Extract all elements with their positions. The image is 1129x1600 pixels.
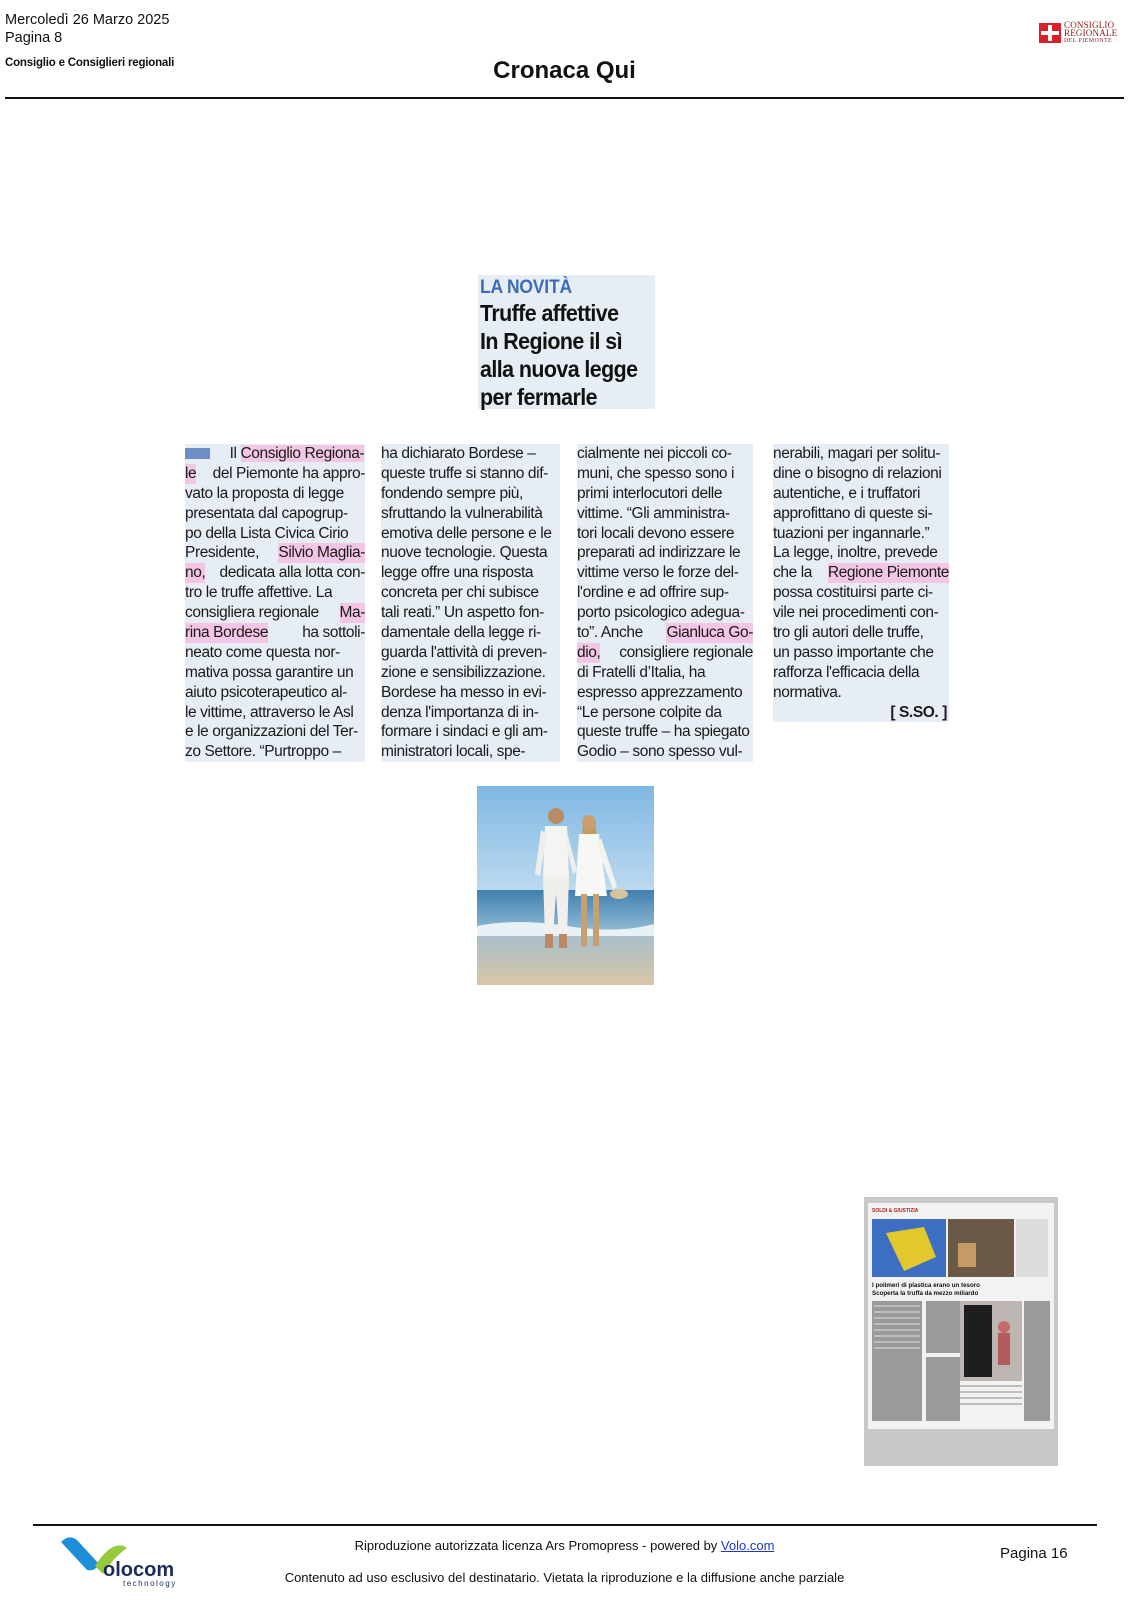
article-signature: [ S.SO. ]	[890, 703, 947, 721]
piemonte-flag-icon	[1039, 23, 1061, 43]
highlight-consiglio-regionale: Consiglio Regiona-	[240, 445, 365, 462]
article-line: consigliera regionale Ma-	[185, 604, 365, 622]
article-line: emotiva delle persone e le	[381, 524, 552, 542]
article-line: queste truffe si stanno dif-	[381, 464, 548, 482]
volo-link[interactable]: Volo.com	[720, 1538, 775, 1553]
header-divider	[5, 97, 1124, 99]
article-line: normativa.	[773, 683, 842, 701]
article-line: Godio – sono spesso vul-	[577, 743, 743, 761]
article-line: tro gli autori delle truffe,	[773, 624, 924, 642]
article-column-2	[381, 444, 560, 762]
article-line: rina Bordese ha sottoli-	[185, 624, 365, 642]
article-line: porto psicologico adegua-	[577, 604, 745, 622]
article-line: vittime. “Gli amministra-	[577, 504, 730, 522]
article-line: queste truffe – ha spiegato	[577, 723, 750, 741]
article-line: damentale della legge ri-	[381, 624, 541, 642]
article-line: zione e sensibilizzazione.	[381, 663, 546, 681]
consiglio-regionale-logo	[1039, 22, 1117, 44]
thumbnail-headline-2: Scoperta la truffa da mezzo miliardo	[872, 1290, 979, 1297]
article-line: to”. Anche Gianluca Go-	[577, 624, 753, 642]
header-date: Mercoledì 26 Marzo 2025	[5, 12, 170, 28]
article-line: legge offre una risposta	[381, 564, 534, 582]
article-line: fondendo sempre più,	[381, 484, 523, 502]
article-line: l'ordine e ad offrire sup-	[577, 584, 729, 602]
article-line: un passo importante che	[773, 643, 934, 661]
footer-license: Riproduzione autorizzata licenza Ars Promopress - powered by Volo.com	[354, 1538, 775, 1553]
article-line: po della Lista Civica Cirio	[185, 524, 349, 542]
article-line: le del Piemonte ha appro-	[185, 464, 365, 482]
highlight-marina-bordese: Ma-	[339, 604, 365, 622]
article-line: autentiche, e i truffatori	[773, 484, 920, 502]
article-line: mativa possa garantire un	[185, 663, 354, 681]
article-line: nuove tecnologie. Questa	[381, 544, 548, 562]
article-line: “Le persone colpite da	[577, 703, 722, 721]
article-line: tro le truffe affettive. La	[185, 584, 333, 602]
article-line: preparati ad indirizzare le	[577, 544, 741, 562]
article-line: tali reati.” Un aspetto fon-	[381, 604, 544, 622]
article-kicker: LA NOVITÀ	[480, 277, 572, 298]
article-line: che la Regione Piemonte	[773, 564, 949, 582]
article-line: nerabili, magari per solitu-	[773, 445, 941, 462]
volocom-tagline: technology	[123, 1579, 177, 1588]
footer-notice: Contenuto ad uso esclusivo del destinatario. Vietata la riproduzione e la diffusione anche parziale	[284, 1570, 845, 1585]
article-line: ha dichiarato Bordese –	[381, 445, 536, 462]
article-line: neato come questa nor-	[185, 643, 340, 661]
article-line: no, dedicata alla lotta con-	[185, 564, 365, 582]
article-line: denza l'importanza di in-	[381, 703, 539, 721]
article-headline-line-3: alla nuova legge	[480, 356, 638, 382]
article-line: e le organizzazioni del Ter-	[185, 723, 358, 741]
article-title-block	[478, 275, 655, 409]
footer-page-number: Pagina 16	[1000, 1545, 1068, 1562]
article-line: le vittime, attraverso le Asl	[185, 703, 354, 721]
article-line: approfittano di queste si-	[773, 504, 933, 522]
article-line: possa costituirsi parte ci-	[773, 584, 933, 602]
page-thumbnail[interactable]	[864, 1197, 1058, 1466]
article-line: vittime verso le forze del-	[577, 564, 739, 582]
header-page-number: Pagina 8	[5, 30, 63, 46]
article-line: La legge, inoltre, prevede	[773, 544, 938, 562]
article-headline-line-1: Truffe affettive	[480, 300, 619, 326]
article-line: primi interlocutori delle	[577, 484, 723, 502]
highlight-regione-piemonte: Regione Piemonte	[827, 564, 949, 582]
article-line: zo Settore. “Purtroppo –	[185, 743, 341, 761]
article-headline-line-4: per fermarle	[480, 384, 597, 410]
article-line: sfruttando la vulnerabilità	[381, 504, 543, 522]
article-line: concreta per chi subisce	[381, 584, 539, 602]
article-line: aiuto psicoterapeutico al-	[185, 683, 347, 701]
paragraph-marker-icon	[185, 448, 210, 459]
article-line: vato la proposta di legge	[185, 484, 344, 502]
article-line: Presidente, Silvio Maglia-	[185, 544, 365, 562]
article-line: rafforza l'efficacia della	[773, 663, 920, 681]
logo-wordmark: CONSIGLIO REGIONALE DEL PIEMONTE	[1064, 20, 1118, 44]
article-line: ministratori locali, spe-	[381, 743, 526, 761]
article-line: Bordese ha messo in evi-	[381, 683, 547, 701]
article-line: di Fratelli d’Italia, ha	[577, 663, 706, 681]
article-line: presentata dal capogrup-	[185, 504, 348, 522]
publication-title: Cronaca Qui	[493, 57, 636, 84]
article-line: cialmente nei piccoli co-	[577, 445, 732, 462]
volocom-wordmark: olocom	[103, 1559, 175, 1581]
article-headline-line-2: In Regione il sì	[480, 328, 623, 354]
thumbnail-headline-1: I polimeri di plastica erano un tesoro	[872, 1282, 980, 1289]
article-line: formare i sindaci e gli am-	[381, 723, 548, 741]
footer-divider	[33, 1524, 1097, 1526]
highlight-silvio-magliano: Silvio Maglia-	[278, 544, 365, 562]
thumbnail-kicker: SOLDI & GIUSTIZIA	[872, 1208, 919, 1214]
header-section: Consiglio e Consiglieri regionali	[5, 57, 175, 69]
article-column-3	[577, 444, 753, 762]
article-line: dine o bisogno di relazioni	[773, 464, 942, 482]
highlight-gianluca-godio: Gianluca Go-	[666, 624, 753, 642]
article-line: dio, consigliere regionale	[577, 643, 753, 661]
article-line: guarda l'attività di preven-	[381, 643, 547, 661]
article-column-1	[185, 444, 365, 762]
article-line: espresso apprezzamento	[577, 683, 743, 701]
article-photo-couple-beach	[477, 786, 654, 985]
article-line: muni, che spesso sono i	[577, 464, 735, 482]
article-line: Il Consiglio Regiona-	[185, 444, 365, 464]
article-line: vile nei procedimenti con-	[773, 604, 939, 622]
article-column-4	[773, 444, 949, 722]
article-line: tori locali devono essere	[577, 524, 735, 542]
article-line: tuazioni per ingannarle.”	[773, 524, 930, 542]
